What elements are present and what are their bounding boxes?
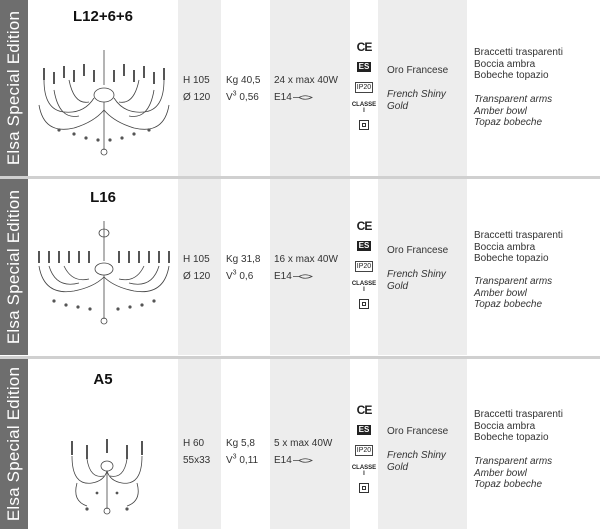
candle-bulb-icon bbox=[293, 273, 313, 280]
edition-label: Elsa Special Edition bbox=[4, 189, 23, 345]
description-english: Transparent arms Amber bowl Topaz bobeche bbox=[474, 276, 553, 310]
finish-italian: Oro Francese bbox=[387, 426, 449, 437]
finish-english: French Shiny Gold bbox=[387, 450, 446, 473]
finish-english: French Shiny Gold bbox=[387, 269, 446, 292]
finish-panel bbox=[378, 179, 467, 355]
height-value: H 105 bbox=[183, 75, 210, 86]
chandelier-l16-drawing bbox=[34, 221, 174, 331]
weight-value: Kg 31,8 bbox=[226, 254, 261, 265]
bulb-info bbox=[274, 251, 338, 285]
double-square-icon bbox=[359, 483, 369, 493]
dimensions bbox=[183, 72, 210, 106]
height-value: H 105 bbox=[183, 254, 210, 265]
diameter-value: Ø 120 bbox=[183, 92, 211, 103]
volume-value: $V^3$ 0,11 bbox=[226, 453, 259, 466]
ce-mark: CE bbox=[356, 219, 372, 233]
weight-volume bbox=[226, 72, 260, 106]
es-mark: ES bbox=[358, 241, 370, 250]
insulation-class: CLASSE I bbox=[351, 465, 377, 477]
model-code: L16 bbox=[90, 189, 116, 206]
edition-label: Elsa Special Edition bbox=[4, 366, 23, 522]
bulb-info bbox=[274, 435, 332, 469]
description-english: Transparent arms Amber bowl Topaz bobeche bbox=[474, 456, 553, 490]
certifications bbox=[351, 40, 377, 135]
finish-italian: Oro Francese bbox=[387, 245, 449, 256]
certifications bbox=[351, 403, 377, 498]
bulb-count: 16 x max 40W bbox=[274, 254, 338, 265]
weight-volume bbox=[226, 251, 260, 285]
chandelier-l12-drawing bbox=[34, 50, 174, 160]
diameter-value: Ø 120 bbox=[183, 271, 211, 282]
bulb-count: 5 x max 40W bbox=[274, 438, 333, 449]
double-square-icon bbox=[359, 299, 369, 309]
model-code: L12+6+6 bbox=[72, 8, 134, 25]
ip-rating: IP20 bbox=[356, 84, 372, 91]
height-value: H 60 bbox=[183, 438, 205, 449]
volume-value: $V^3$ 0,6 bbox=[226, 269, 254, 282]
product-row-a5 bbox=[0, 359, 600, 529]
volume-value: $V^3$ 0,56 bbox=[226, 90, 259, 103]
dimensions bbox=[183, 251, 210, 285]
edition-band bbox=[0, 359, 28, 529]
sconce-a5-drawing bbox=[62, 421, 152, 521]
edition-band bbox=[0, 179, 28, 355]
dimensions bbox=[183, 435, 210, 469]
es-mark: ES bbox=[358, 425, 370, 434]
candle-bulb-icon bbox=[293, 94, 313, 101]
description-english: Transparent arms Amber bowl Topaz bobeche bbox=[474, 94, 553, 128]
socket-type: E14 bbox=[274, 89, 338, 106]
ip-rating: IP20 bbox=[356, 263, 372, 270]
edition-label: Elsa Special Edition bbox=[4, 10, 23, 166]
finish-italian: Oro Francese bbox=[387, 65, 449, 76]
insulation-class: CLASSE I bbox=[351, 102, 377, 114]
description-italian: Braccetti trasparenti Boccia ambra Bobeche topazio bbox=[474, 47, 563, 81]
socket-type: E14 bbox=[274, 452, 332, 469]
certifications bbox=[351, 219, 377, 314]
finish-english: French Shiny Gold bbox=[387, 89, 446, 112]
double-square-icon bbox=[359, 120, 369, 130]
edition-band bbox=[0, 0, 28, 176]
model-code: A5 bbox=[93, 371, 113, 388]
chandelier-illustration bbox=[34, 50, 174, 160]
size-value: 55x33 bbox=[183, 455, 211, 466]
finish-panel bbox=[378, 359, 467, 529]
sconce-illustration bbox=[62, 421, 152, 521]
weight-value: Kg 5,8 bbox=[226, 438, 255, 449]
finish-panel bbox=[378, 0, 467, 176]
socket-type: E14 bbox=[274, 268, 338, 285]
es-mark: ES bbox=[358, 62, 370, 71]
product-row-l12 bbox=[0, 0, 600, 176]
ce-mark: CE bbox=[356, 40, 372, 54]
description-italian: Braccetti trasparenti Boccia ambra Bobeche topazio bbox=[474, 409, 563, 443]
insulation-class: CLASSE I bbox=[351, 281, 377, 293]
bulb-info bbox=[274, 72, 338, 106]
product-row-l16 bbox=[0, 179, 600, 355]
ce-mark: CE bbox=[356, 403, 372, 417]
bulb-count: 24 x max 40W bbox=[274, 75, 338, 86]
ip-rating: IP20 bbox=[356, 447, 372, 454]
weight-volume bbox=[226, 435, 258, 469]
chandelier-illustration bbox=[34, 221, 174, 331]
candle-bulb-icon bbox=[293, 457, 313, 464]
description-italian: Braccetti trasparenti Boccia ambra Bobeche topazio bbox=[474, 230, 563, 264]
weight-value: Kg 40,5 bbox=[226, 75, 261, 86]
